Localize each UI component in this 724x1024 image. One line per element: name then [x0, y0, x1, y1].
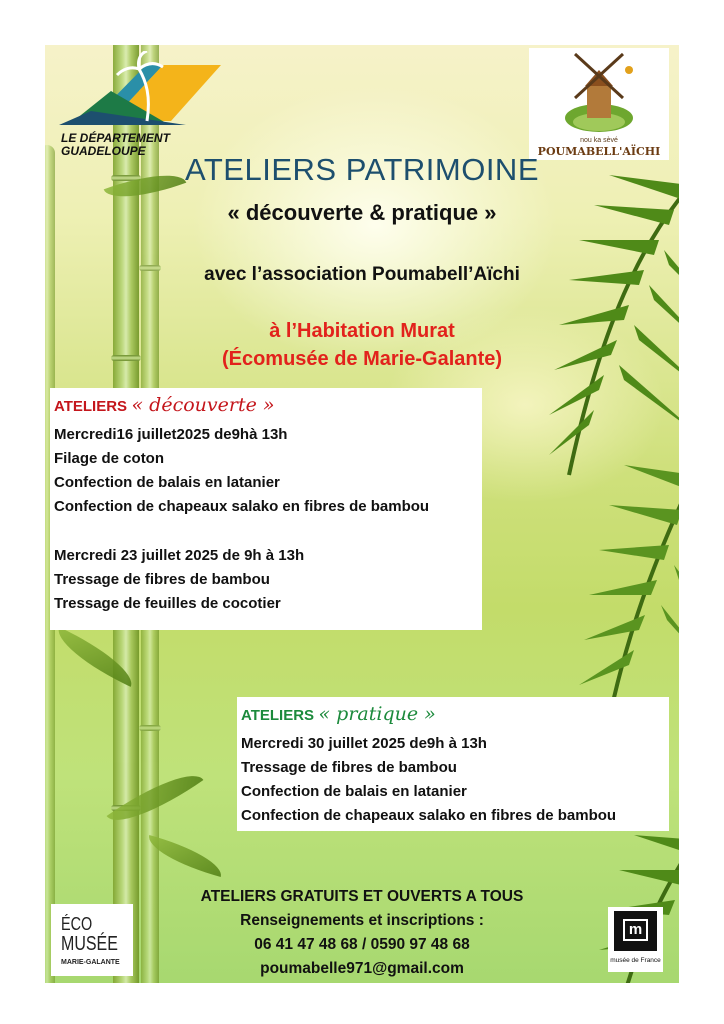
contact-block — [45, 885, 679, 981]
pratique-heading-prefix: ATELIERS — [241, 707, 315, 724]
pratique-session — [241, 732, 616, 828]
windmill-icon — [529, 48, 669, 138]
page-title: ATELIERS PATRIMOINE — [185, 152, 539, 187]
session-date: Mercredi16 juillet2025 de9hà 13h — [54, 426, 288, 443]
registration-label: Renseignements et inscriptions : — [240, 912, 484, 929]
workshop-item: Confection de balais en latanier — [241, 783, 467, 800]
ecomusee-line3: MARIE-GALANTE — [61, 959, 120, 966]
association-logo-name: POUMABELL'AÏCHI — [537, 145, 661, 158]
ecomusee-line2: MUSÉE — [61, 933, 118, 955]
contact-email: poumabelle971@gmail.com — [260, 960, 464, 977]
musee-de-france-logo — [608, 907, 663, 972]
session-date: Mercredi 30 juillet 2025 de9h à 13h — [241, 735, 487, 752]
pratique-heading-script: « pratique » — [318, 703, 436, 725]
musee-label: musée de France — [610, 957, 661, 964]
decouverte-session-2 — [54, 544, 304, 616]
musee-mark: m — [623, 919, 648, 941]
venue-line2: (Écomusée de Marie-Galante) — [221, 348, 503, 370]
pratique-heading — [241, 703, 436, 725]
pratique-panel — [237, 697, 669, 831]
session-date: Mercredi 23 juillet 2025 de 9h à 13h — [54, 547, 305, 564]
ecomusee-logo — [51, 904, 133, 976]
bamboo-node — [139, 725, 161, 731]
poster — [45, 45, 679, 983]
workshop-item: Confection de chapeaux salako en fibres de bambou — [241, 807, 617, 824]
association-tagline: nou ka sèvé — [580, 137, 618, 144]
decouverte-heading-prefix: ATELIERS — [54, 398, 128, 415]
workshop-item: Confection de chapeaux salako en fibres de bambou — [54, 498, 430, 515]
departement-name-line2: GUADELOUPE — [61, 144, 146, 158]
workshop-item: Filage de coton — [54, 450, 165, 467]
venue-line1: à l’Habitation Murat — [269, 320, 455, 342]
decouverte-heading — [54, 394, 275, 416]
free-access-notice: ATELIERS GRATUITS ET OUVERTS A TOUS — [200, 888, 524, 905]
phone-numbers: 06 41 47 48 68 / 0590 97 48 68 — [254, 936, 470, 953]
workshop-item: Tressage de feuilles de cocotier — [54, 595, 281, 612]
workshop-item: Confection de balais en latanier — [54, 474, 280, 491]
page-subtitle: « découverte & pratique » — [227, 200, 497, 225]
association-logo — [529, 48, 669, 160]
departement-logo — [51, 51, 224, 158]
ecomusee-line1: ÉCO — [61, 914, 93, 934]
association-line: avec l’association Poumabell’Aïchi — [204, 264, 520, 285]
decouverte-panel — [50, 388, 482, 630]
workshop-item: Tressage de fibres de bambou — [54, 571, 270, 588]
departement-emblem-icon — [51, 51, 224, 131]
workshop-item: Tressage de fibres de bambou — [241, 759, 457, 776]
musee-mark-icon — [614, 911, 657, 951]
departement-name-line1: LE DÉPARTEMENT — [61, 131, 170, 145]
decouverte-session-1 — [54, 423, 429, 519]
decouverte-heading-script: « découverte » — [131, 394, 275, 416]
